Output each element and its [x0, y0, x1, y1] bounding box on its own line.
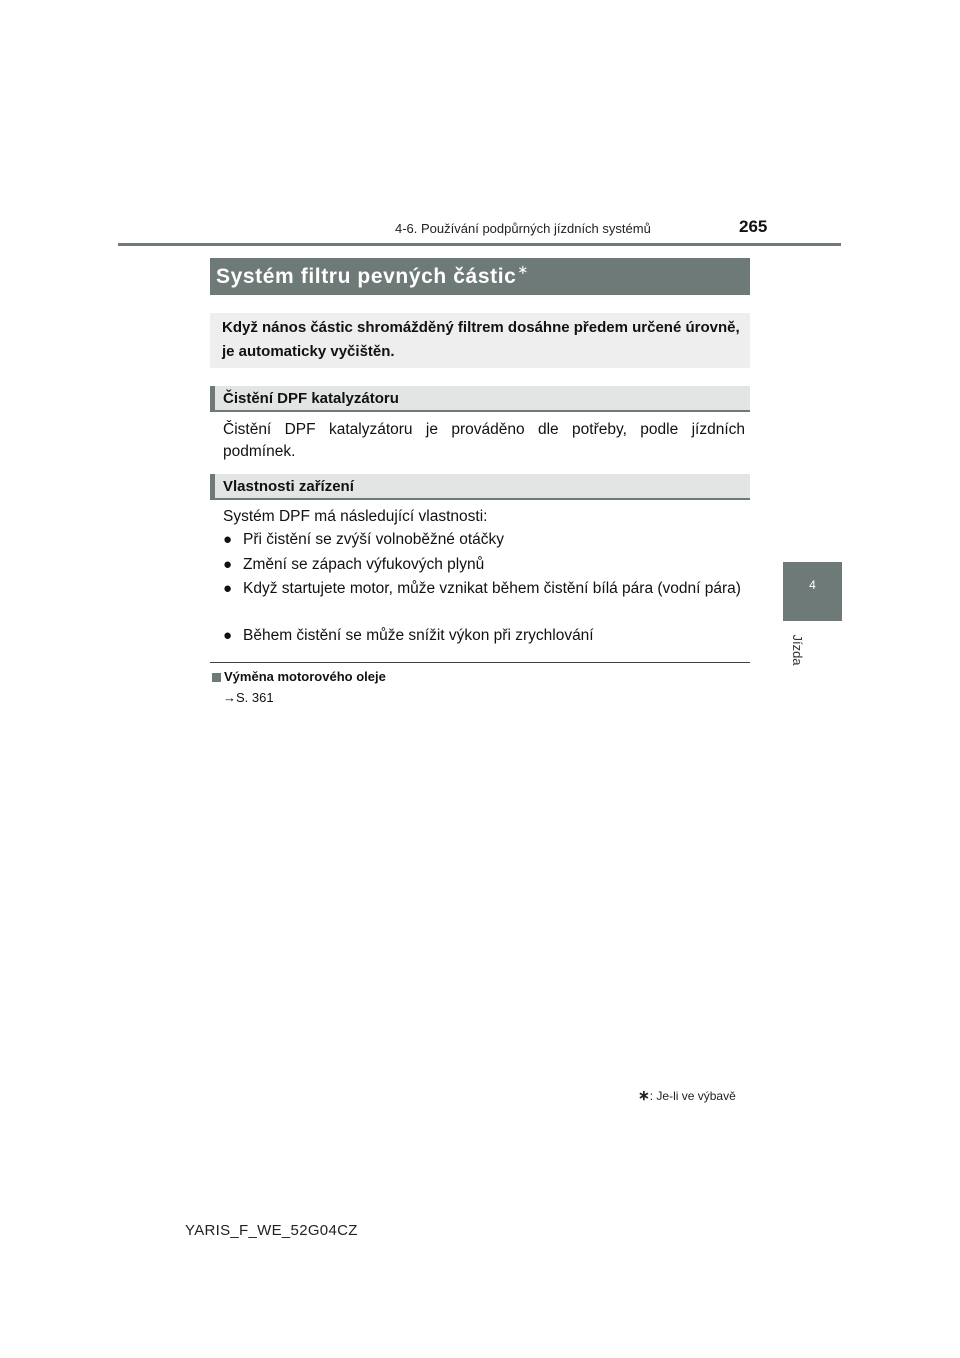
list-item [223, 554, 745, 576]
chapter-tab-label: Jízda [790, 634, 805, 666]
section-heading-features: Vlastnosti zařízení [223, 478, 354, 495]
header-section-title: 4-6. Používání podpůrných jízdních systémů [395, 221, 651, 236]
page-number: 265 [739, 217, 768, 236]
asterisk-icon: ∗ [638, 1087, 650, 1103]
bullet-icon: ● [223, 627, 233, 644]
bullet-icon: ● [223, 531, 233, 548]
section-body-features: Systém DPF má následující vlastnosti: [223, 508, 488, 525]
header-divider [118, 243, 841, 246]
list-item [223, 578, 745, 622]
section-body-dpf-cleaning: Čistění DPF katalyzátoru je prováděno dle potřeby, podle jízdních podmínek. [223, 421, 745, 460]
note-heading: Výměna motorového oleje [224, 669, 386, 684]
list-item-text: Při čistění se zvýší volnoběžné otáčky [243, 531, 505, 548]
page-reference-link[interactable]: →S. 361 [223, 690, 274, 705]
page-title [216, 262, 529, 289]
list-item-text: Změní se zápach výfukových plynů [243, 556, 485, 573]
intro-text: Když nános částic shromážděný filtrem dosáhne předem určené úrovně, je automaticky vyčištěn. [222, 319, 740, 360]
list-item [223, 529, 745, 551]
footnote-text: : Je-li ve výbavě [649, 1089, 736, 1103]
section-heading-dpf-cleaning: Čistění DPF katalyzátoru [223, 390, 399, 407]
note-divider [210, 662, 750, 663]
page-title-text: Systém filtru pevných částic [216, 265, 517, 288]
square-bullet-icon [212, 673, 221, 682]
bullet-icon: ● [223, 556, 233, 573]
document-code: YARIS_F_WE_52G04CZ [185, 1222, 358, 1239]
footnote [638, 1087, 736, 1104]
chapter-tab-number: 4 [809, 578, 816, 592]
asterisk-icon: ∗ [517, 262, 529, 277]
bullet-icon: ● [223, 580, 233, 597]
list-item-text: Když startujete motor, může vznikat během čistění bílá pára (vodní pára) [243, 580, 741, 597]
list-item [223, 625, 745, 647]
list-item-text: Během čistění se může snížit výkon při zrychlování [243, 627, 594, 644]
